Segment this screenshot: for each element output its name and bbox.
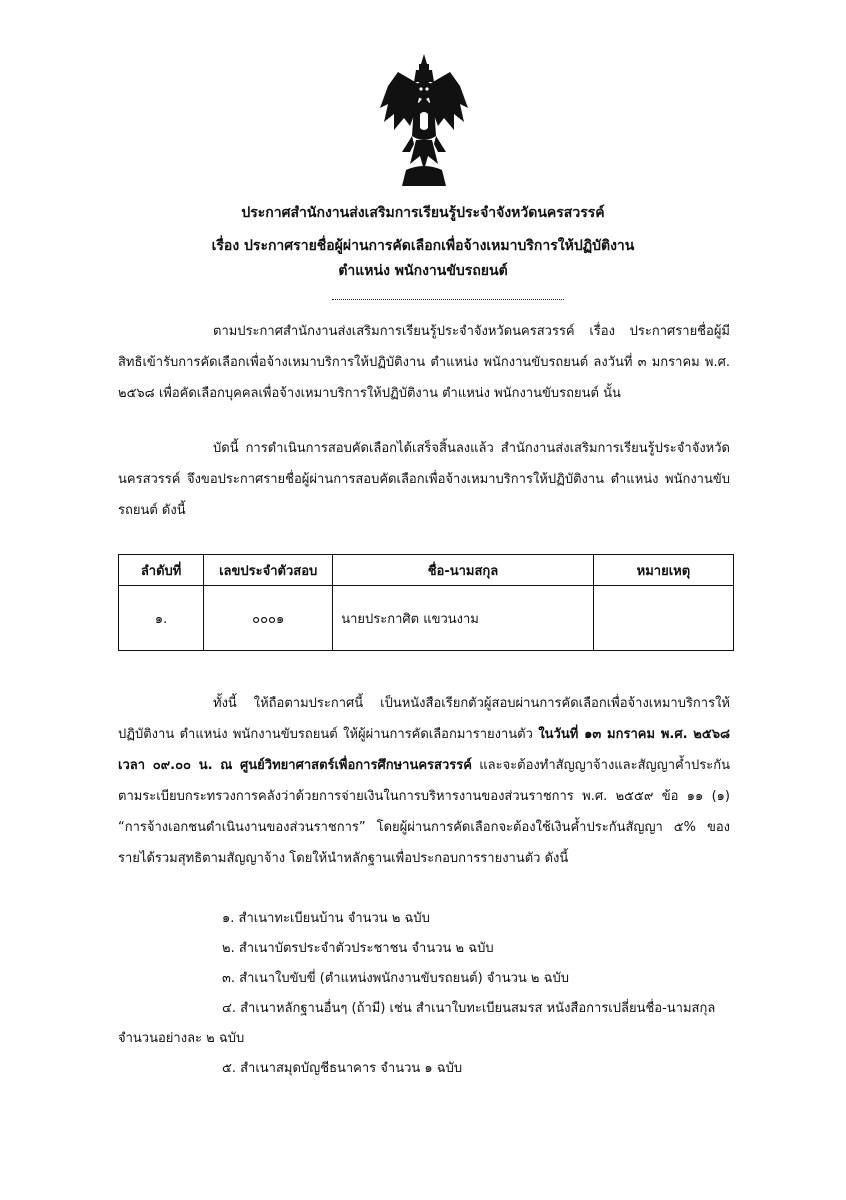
list-item: ๑. สำเนาทะเบียนบ้าน จำนวน ๒ ฉบับ xyxy=(222,911,430,926)
instructions-text-a: ทั้งนี้ ให้ถือตามประกาศนี้ เป็นหนังสือเรียกตัวผู้สอบผ่านการคัดเลือกเพื่อจ้างเหมาบริการให้ปฏิบัติงาน ตำแหน่ง พนักงานขับรถยนต์ ให้ผู้ผ่านการคัดเลือกมารายงานตัว xyxy=(118,696,730,742)
required-documents-list xyxy=(118,904,730,1084)
paragraph-instructions xyxy=(118,688,730,874)
dotted-divider xyxy=(332,299,564,300)
table-row xyxy=(119,586,734,651)
paragraph-result xyxy=(118,433,730,526)
paragraph-background-text: ตามประกาศสำนักงานส่งเสริมการเรียนรู้ประจำจังหวัดนครสวรรค์ เรื่อง ประกาศรายชื่อผู้มีสิทธิเข้ารับการคัดเลือกเพื่อจ้างเหมาบริการให้ปฏิบัติงาน ตำแหน่ง พนักงานขับรถยนต์ ลงวันที่ ๓ มกราคม พ.ศ. ๒๕๖๘ เพื่อคัดเลือกบุคคลเพื่อจ้างเหมาบริการให้ปฏิบัติงาน ตำแหน่ง พนักงานขับรถยนต์ นั้น xyxy=(118,324,730,401)
paragraph-background xyxy=(118,316,730,409)
garuda-emblem-icon xyxy=(376,52,472,188)
list-item: ๒. สำเนาบัตรประจำตัวประชาชน จำนวน ๒ ฉบับ xyxy=(222,941,494,956)
list-item: ๕. สำเนาสมุดบัญชีธนาคาร จำนวน ๑ ฉบับ xyxy=(222,1061,463,1076)
list-item: ๓. สำเนาใบขับขี่ (ตำแหน่งพนักงานขับรถยนต์) จำนวน ๒ ฉบับ xyxy=(222,971,569,986)
announcement-position: ตำแหน่ง พนักงานขับรถยนต์ xyxy=(338,263,508,279)
cell-remark xyxy=(593,586,733,651)
header-full-name: ชื่อ-นามสกุล xyxy=(333,555,594,586)
announcement-subject: เรื่อง ประกาศรายชื่อผู้ผ่านการคัดเลือกเพื่อจ้างเหมาบริการให้ปฏิบัติงาน xyxy=(211,238,635,254)
cell-full-name: นายประกาศิต แขวนงาม xyxy=(333,586,594,651)
list-item: ๔. สำเนาหลักฐานอื่นๆ (ถ้ามี) เช่น สำเนาใบทะเบียนสมรส หนังสือการเปลี่ยนชื่อ-นามสกุล xyxy=(222,1001,716,1016)
header-order: ลำดับที่ xyxy=(119,555,204,586)
cell-exam-id: ๐๐๐๑ xyxy=(204,586,333,651)
report-date-venue: ในวันที่ ๑๓ มกราคม พ.ศ. ๒๕๖๘ เวลา ๐๙.๐๐ น. ณ ศูนย์วิทยาศาสตร์เพื่อการศึกษานครสวรรค์ xyxy=(118,727,730,773)
list-item-continuation: จำนวนอย่างละ ๒ ฉบับ xyxy=(118,1031,245,1046)
instructions-text-c: และจะต้องทำสัญญาจ้างและสัญญาค้ำประกันตามระเบียบกระทรวงการคลังว่าด้วยการจ่ายเงินในการบริหารงานของส่วนราชการ พ.ศ. ๒๕๕๙ ข้อ ๑๑ (๑) “การจ้างเอกชนดำเนินงานของส่วนราชการ” โดยผู้ผ่านการคัดเลือกจะต้องใช้เงินค้ำประกันสัญญา ๕% ของรายได้รวมสุทธิตามสัญญาจ้าง โดยให้นำหลักฐานเพื่อประกอบการรายงานตัว ดังนี้ xyxy=(118,758,730,866)
paragraph-result-text: บัดนี้ การดำเนินการสอบคัดเลือกได้เสร็จสิ้นลงแล้ว สำนักงานส่งเสริมการเรียนรู้ประจำจังหวัดนครสวรรค์ จึงขอประกาศรายชื่อผู้ผ่านการสอบคัดเลือกเพื่อจ้างเหมาบริการให้ปฏิบัติงาน ตำแหน่ง พนักงานขับรถยนต์ ดังนี้ xyxy=(118,441,730,518)
passed-candidates-table xyxy=(118,554,734,651)
table-header-row xyxy=(119,555,734,586)
header-exam-id: เลขประจำตัวสอบ xyxy=(204,555,333,586)
announcement-issuer: ประกาศสำนักงานส่งเสริมการเรียนรู้ประจำจังหวัดนครสวรรค์ xyxy=(241,205,605,221)
cell-order: ๑. xyxy=(119,586,204,651)
header-remark: หมายเหตุ xyxy=(593,555,733,586)
